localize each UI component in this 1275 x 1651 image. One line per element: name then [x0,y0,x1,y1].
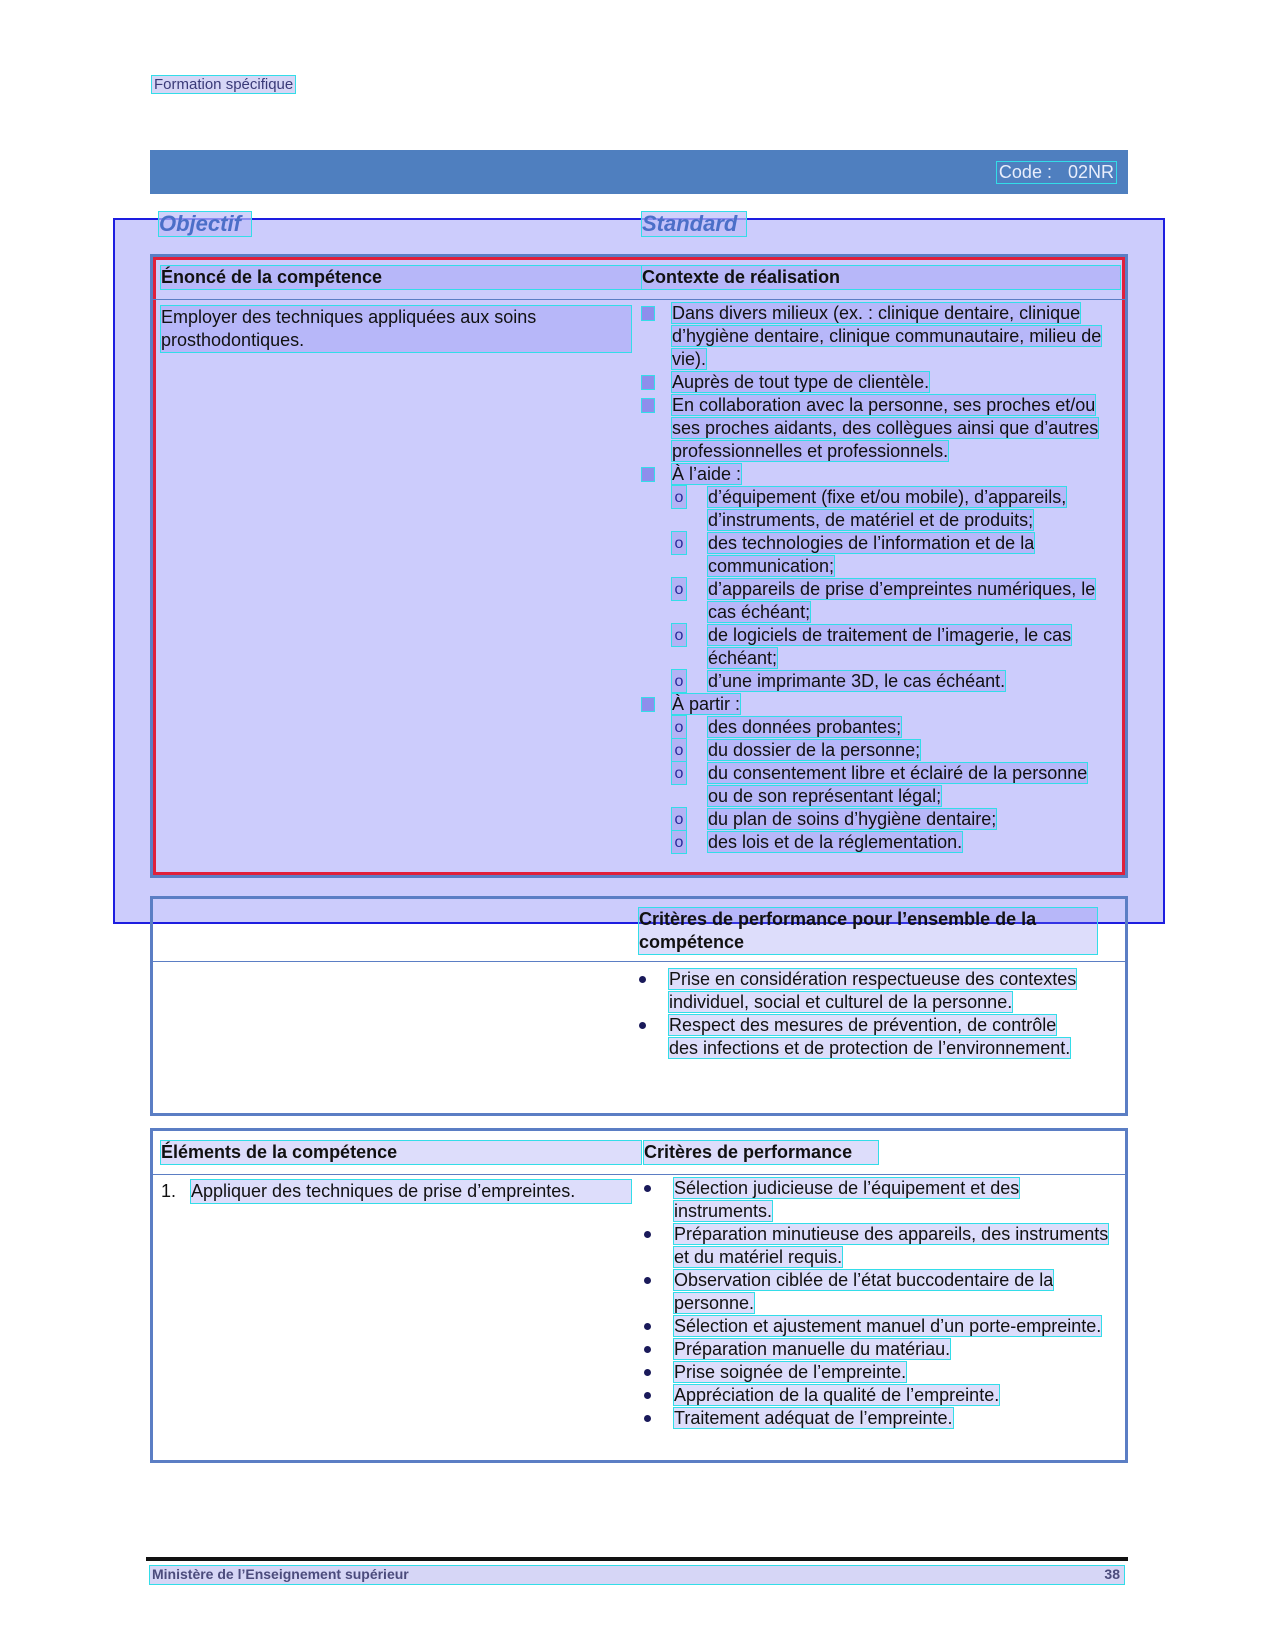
bullet-icon [644,1346,651,1353]
sub-bullet-icon: o [672,762,686,784]
overall-criteria-header: Critères de performance pour l’ensemble de la compétence [639,908,1097,954]
code-value: 02NR [1067,162,1114,182]
bullet-icon [642,468,654,481]
context-subitem: o des technologies de l’information et de la communication; [672,532,1112,578]
context-subitem: o d’appareils de prise d’empreintes numériques, le cas échéant; [672,578,1112,624]
criteria-item: Appréciation de la qualité de l’empreinte. [644,1384,1114,1407]
sub-bullet-icon: o [672,670,686,692]
elements-header: Éléments de la compétence [161,1141,641,1164]
bullet-icon [642,698,654,711]
sub-bullet-icon: o [672,486,686,508]
code-bar [150,150,1128,194]
bullet-icon [644,1415,651,1422]
context-item: En collaboration avec la personne, ses proches et/ou ses proches aidants, des collègues ainsi que d’autres professionnelles et professionnels. [642,394,1112,463]
context-subitem: o de logiciels de traitement de l’imagerie, le cas échéant; [672,624,1112,670]
sub-bullet-icon: o [672,808,686,830]
context-item: Dans divers milieux (ex. : clinique dentaire, clinique d’hygiène dentaire, clinique communautaire, milieu de vie). [642,302,1112,371]
context-header: Contexte de réalisation [642,266,1120,289]
bullet-icon [644,1323,651,1330]
bullet-icon [642,307,654,320]
context-subitem: o d’une imprimante 3D, le cas échéant. [672,670,1112,693]
criteria-item: Préparation minutieuse des appareils, des instruments et du matériel requis. [644,1223,1114,1269]
sub-bullet-icon: o [672,716,686,738]
criteria-item: Sélection judicieuse de l’équipement et des instruments. [644,1177,1114,1223]
criteria-item: Respect des mesures de prévention, de contrôle des infections et de protection de l’environnement. [639,1014,1079,1060]
context-subitem: o des données probantes; [672,716,1112,739]
standard-title: Standard [642,212,746,236]
bullet-icon [644,1231,651,1238]
competency-element [161,1180,631,1203]
document-section-title: Formation spécifique [154,76,294,93]
sub-bullet-icon: o [672,739,686,761]
criteria-item: Prise en considération respectueuse des contextes individuel, social et culturel de la personne. [639,968,1079,1014]
context-subitem: o du consentement libre et éclairé de la personne ou de son représentant légal; [672,762,1112,808]
bullet-icon [639,1022,646,1029]
context-subitem: o d’équipement (fixe et/ou mobile), d’appareils, d’instruments, de matériel et de produits; [672,486,1112,532]
sub-bullet-icon: o [672,578,686,600]
page-number: 38 [1104,1566,1120,1582]
sub-bullet-icon: o [672,532,686,554]
footer-ministry: Ministère de l’Enseignement supérieur [152,1566,409,1582]
criteria-item: Traitement adéquat de l’empreinte. [644,1407,1114,1430]
sub-bullet-icon: o [672,831,686,853]
context-subitem: o du dossier de la personne; [672,739,1112,762]
element-number: 1. [161,1181,177,1201]
criteria-item: Préparation manuelle du matériau. [644,1338,1114,1361]
context-item: Auprès de tout type de clientèle. [642,371,1112,394]
element-text: Appliquer des techniques de prise d’empreintes. [191,1180,631,1203]
code-label: Code : [998,162,1052,182]
context-item: À l’aide : o d’équipement (fixe et/ou mobile), d’appareils, d’instruments, de matériel et de produits; o des technologies de l’information et de la communication; o d’appareils de prise d’empreintes numériques, le cas échéant; o de logiciels de traitement de l’imagerie, le cas échéant; o d’une imprimante 3D, le cas échéant. [642,463,1112,693]
context-subitem: o des lois et de la réglementation. [672,831,1112,854]
context-list [642,302,1112,854]
performance-criteria-list [644,1177,1114,1430]
competency-statement: Employer des techniques appliquées aux soins prosthodontiques. [161,306,631,352]
performance-criteria-header: Critères de performance [644,1141,878,1164]
context-item: À partir : o des données probantes; o du dossier de la personne; o du consentement libre et éclairé de la personne ou de son représentant légal; o du plan de soins d’hygiène dentaire; o des lois et de la réglementation. [642,693,1112,854]
bullet-icon [642,399,654,412]
context-subitem: o du plan de soins d’hygiène dentaire; [672,808,1112,831]
bullet-icon [644,1185,651,1192]
sub-bullet-icon: o [672,624,686,646]
bullet-icon [644,1277,651,1284]
bullet-icon [644,1392,651,1399]
bullet-icon [639,976,646,983]
criteria-item: Sélection et ajustement manuel d’un porte-empreinte. [644,1315,1114,1338]
bullet-icon [642,376,654,389]
competency-code [997,162,1116,183]
footer-rule [146,1557,1128,1561]
criteria-item: Observation ciblée de l’état buccodentaire de la personne. [644,1269,1114,1315]
criteria-item: Prise soignée de l’empreinte. [644,1361,1114,1384]
statement-header: Énoncé de la compétence [161,266,641,289]
objectif-title: Objectif [159,212,251,236]
page-footer [150,1566,1124,1584]
overall-criteria-list [639,968,1079,1060]
bullet-icon [644,1369,651,1376]
